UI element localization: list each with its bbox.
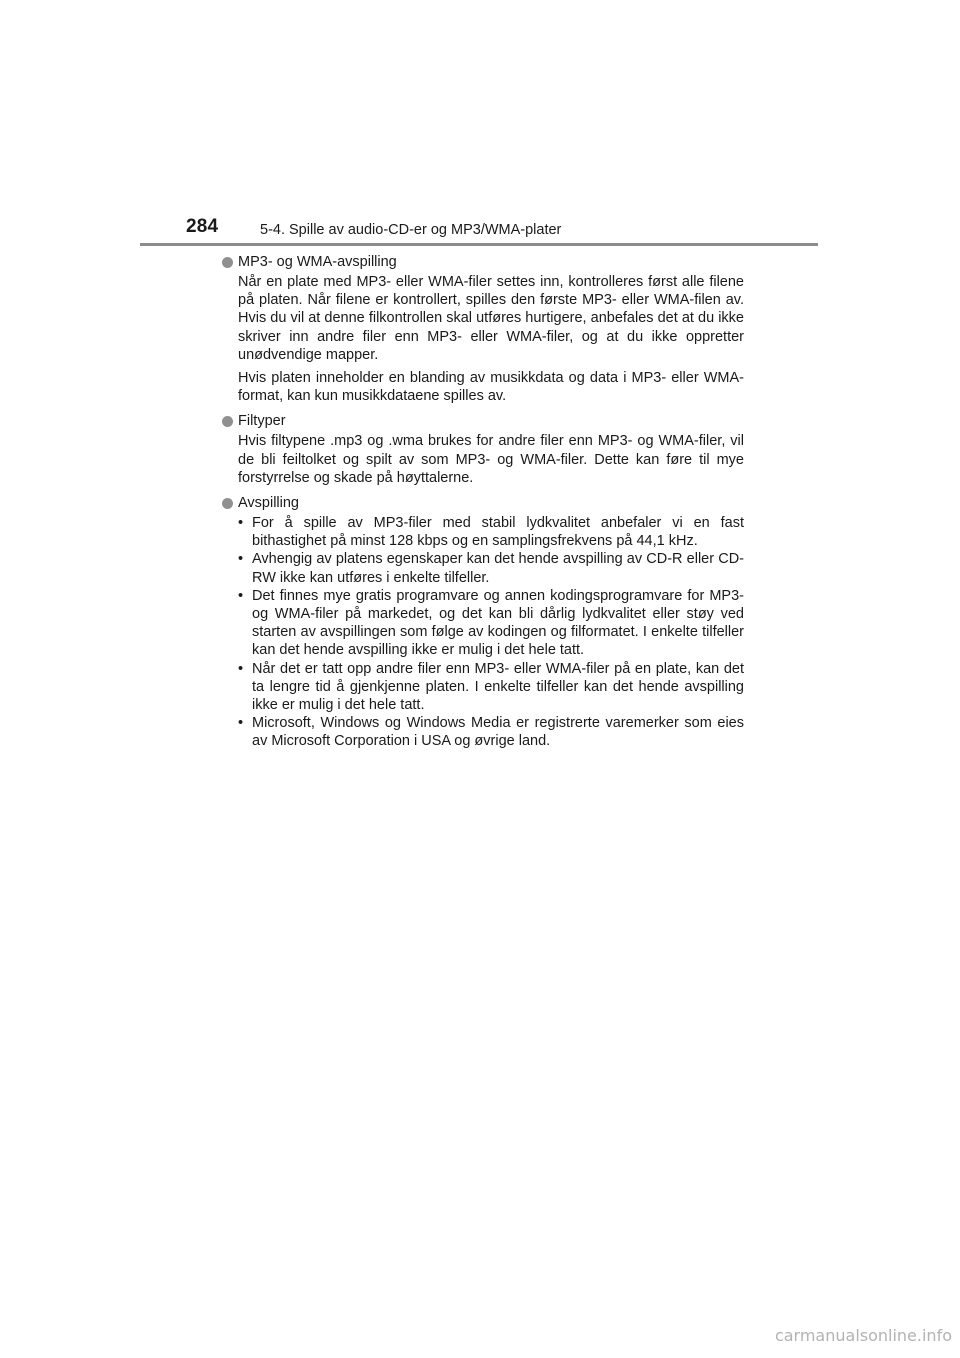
bullet-list bbox=[238, 514, 744, 751]
section-heading bbox=[222, 252, 744, 272]
bullet-dot-icon bbox=[222, 257, 233, 268]
list-item bbox=[238, 550, 744, 586]
list-bullet-icon: • bbox=[238, 715, 244, 732]
list-item-text: Når det er tatt opp andre filer enn MP3- eller WMA-filer på en plate, kan det ta lengre tid å gjenkjenne platen. I enkelte tilfeller kan det hende avspilling ikke er mulig i det hele tatt. bbox=[252, 660, 744, 714]
list-bullet-icon: • bbox=[238, 515, 244, 532]
list-item bbox=[238, 587, 744, 660]
list-item-text: Det finnes mye gratis programvare og annen kodingsprogramvare for MP3- og WMA-filer på markedet, og det kan bli dårlig lydkvalitet eller støy ved starten av avspillingen som følge av kodingen og filformatet. I enkelte tilfeller kan det hende avspilling ikke er mulig i det hele tatt. bbox=[252, 587, 744, 659]
page-number: 284 bbox=[186, 216, 219, 237]
section-heading bbox=[222, 411, 744, 431]
section-heading bbox=[222, 493, 744, 513]
paragraph: Hvis platen inneholder en blanding av musikkdata og data i MP3- eller WMA-format, kan kun musikkdataene spilles av. bbox=[238, 370, 744, 405]
page-header bbox=[186, 214, 818, 246]
list-item-text: For å spille av MP3-filer med stabil lydkvalitet anbefaler vi en fast bithastighet på minst 128 kbps og en samplingsfrekvens på 44,1 kHz. bbox=[252, 515, 744, 550]
bullet-dot-icon bbox=[222, 416, 233, 427]
section-mp3-wma-playback bbox=[222, 252, 744, 405]
section-file-types bbox=[222, 411, 744, 487]
paragraph: Når en plate med MP3- eller WMA-filer settes inn, kontrolleres først alle filene på platen. Når filene er kontrollert, spilles den første MP3- eller WMA-filen av. Hvis du vil at denne filkontrollen skal utføres hurtigere, anbefales det at du ikke skriver inn andre filer enn MP3- eller WMA-filer, og at du ikke oppretter unødvendige mapper. bbox=[238, 274, 744, 363]
list-item bbox=[238, 514, 744, 550]
list-bullet-icon: • bbox=[238, 587, 244, 604]
section-playback bbox=[222, 493, 744, 751]
list-bullet-icon: • bbox=[238, 660, 244, 677]
paragraph: Hvis filtypene .mp3 og .wma brukes for andre filer enn MP3- og WMA-filer, vil de bli feiltolket og spilt av som MP3- og WMA-filer. Dette kan føre til mye forstyrrelse og skade på høyttalerne. bbox=[238, 433, 744, 486]
section-heading-text: Filtyper bbox=[238, 413, 286, 430]
header-rule bbox=[140, 243, 818, 246]
list-item-text: Microsoft, Windows og Windows Media er registrerte varemerker som eies av Microsoft Corporation i USA og øvrige land. bbox=[252, 715, 744, 750]
list-item bbox=[238, 714, 744, 750]
list-item bbox=[238, 660, 744, 715]
list-bullet-icon: • bbox=[238, 551, 244, 568]
section-title: 5-4. Spille av audio-CD-er og MP3/WMA-plater bbox=[260, 222, 562, 238]
list-item-text: Avhengig av platens egenskaper kan det hende avspilling av CD-R eller CD-RW ikke kan utføres i enkelte tilfeller. bbox=[252, 551, 744, 586]
section-heading-text: Avspilling bbox=[238, 495, 299, 512]
watermark: carmanualsonline.info bbox=[774, 1326, 952, 1345]
page-content bbox=[222, 252, 744, 757]
section-heading-text: MP3- og WMA-avspilling bbox=[238, 254, 397, 270]
bullet-dot-icon bbox=[222, 498, 233, 509]
